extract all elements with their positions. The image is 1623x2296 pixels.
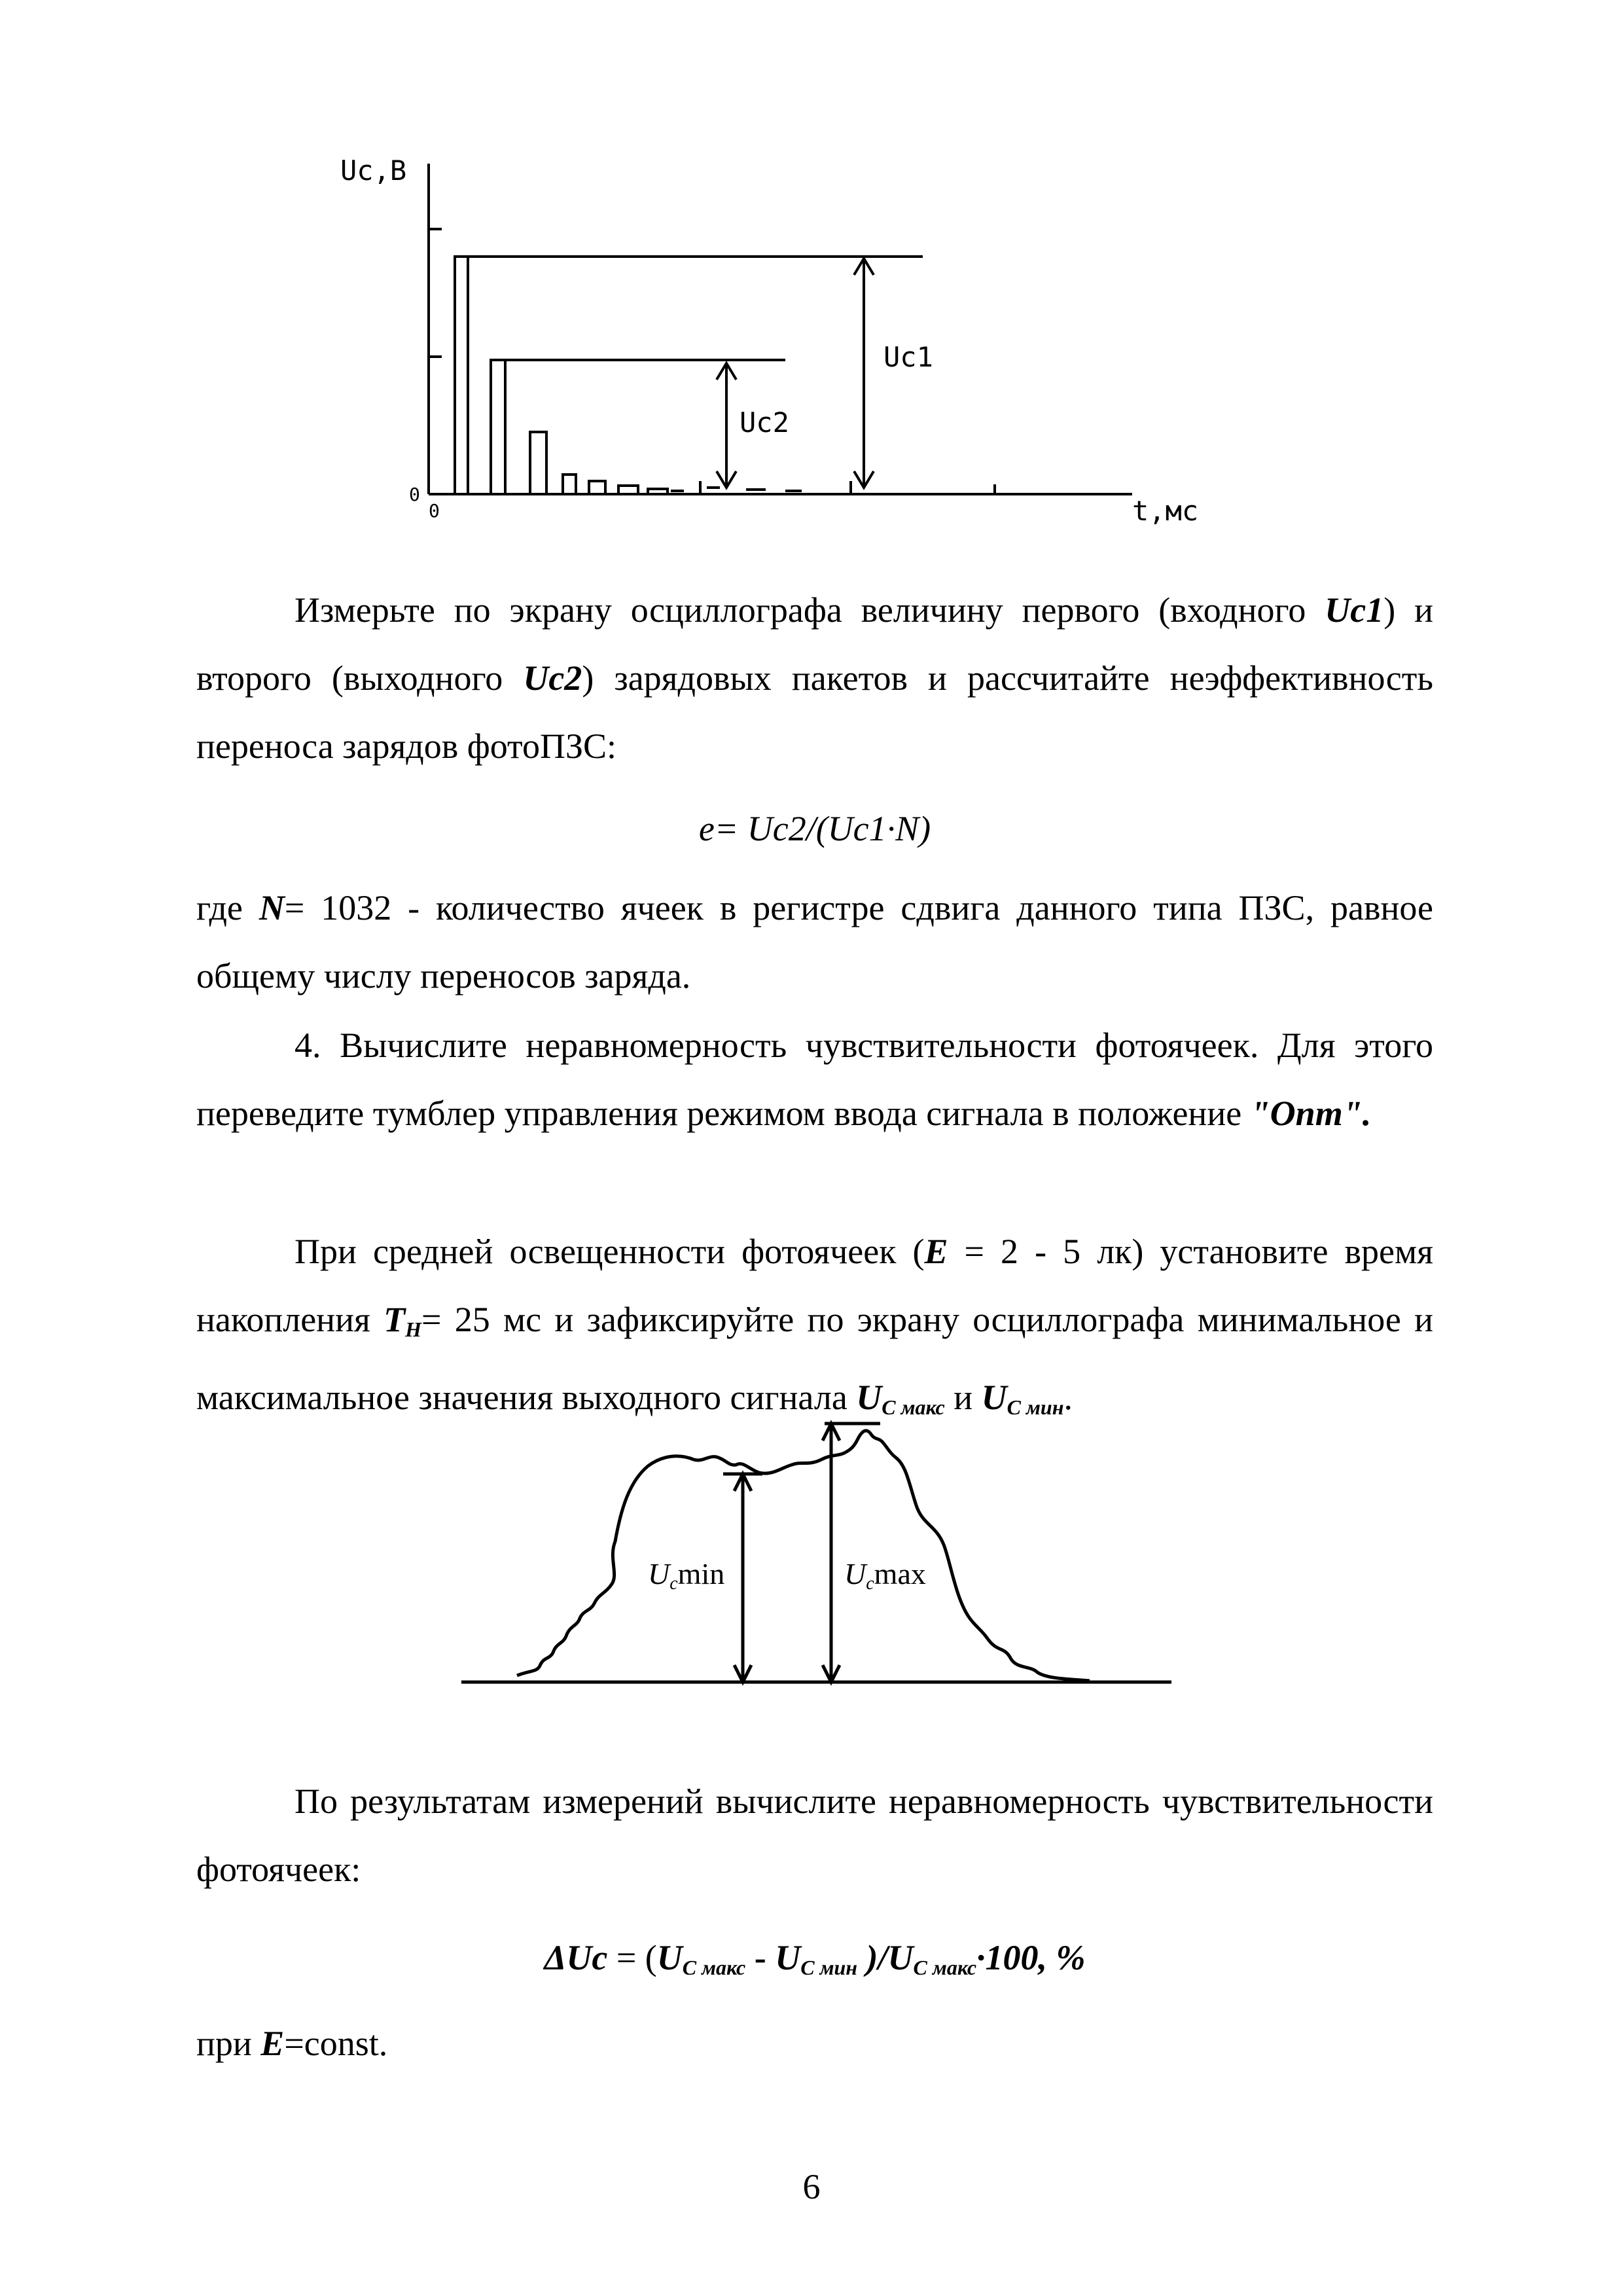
pulse-2 [491, 360, 505, 494]
x-axis-label: t,мс [1132, 495, 1199, 527]
ucmin-label: Ucmin [648, 1557, 725, 1594]
pulse-4 [563, 475, 576, 494]
paragraph-measure-min-max: При средней освещенности фотоячеек (E = 2 - 5 лк) установите время накопления $T_H= 25$ мс и зафиксируйте по экрану осциллографа минимальное и максимальное значения выходного сигнала $U_{C макс}$ и $U_{C мин}$. [196, 1232, 1433, 1419]
uc2-label: Uc2 [740, 406, 789, 439]
paragraph-step-4: 4. Вычислите неравномерность чувствительности фотоячеек. Для этого переведите тумблер управления режимом ввода сигнала в положение "Опт". [196, 1026, 1433, 1133]
page-number: 6 [802, 2167, 821, 2206]
origin-x-label: 0 [429, 500, 440, 522]
paragraph-n-definition: где N= 1032 - количество ячеек в регистре сдвига данного типа ПЗС, равное общему числу переносов заряда. [196, 888, 1433, 996]
paragraph-measure-uc: Измерьте по экрану осциллографа величину первого (входного Uc1) и второго (выходного Uc2) зарядовых пакетов и рассчитайте неэффективность переноса зарядов фотоПЗС: [196, 590, 1433, 766]
formula-inefficiency: e= Uc2/(Uc1·N) [698, 809, 931, 848]
paragraph-compute-nonuniformity: По результатам измерений вычислите неравномерность чувствительности фотоячеек: [196, 1782, 1433, 1889]
signal-curve [517, 1431, 1090, 1681]
signal-profile-figure [452, 1414, 1185, 1702]
formula-nonuniformity: $\Delta Uc = (U_{C макс} - U_{C мин}$ )$/U_{C макс}\cdot 100$, % [544, 1938, 1086, 1979]
oscillogram-figure [314, 144, 1230, 550]
pulse-5 [589, 481, 605, 494]
pulse-3 [530, 432, 546, 494]
origin-y-label: 0 [409, 484, 420, 505]
ucmax-label: Ucmax [844, 1557, 926, 1594]
uc1-label: Uc1 [883, 341, 933, 373]
y-axis-label: Uc,В [340, 154, 407, 187]
paragraph-e-const: при E=const. [196, 2024, 388, 2063]
pulse-1 [455, 257, 468, 494]
